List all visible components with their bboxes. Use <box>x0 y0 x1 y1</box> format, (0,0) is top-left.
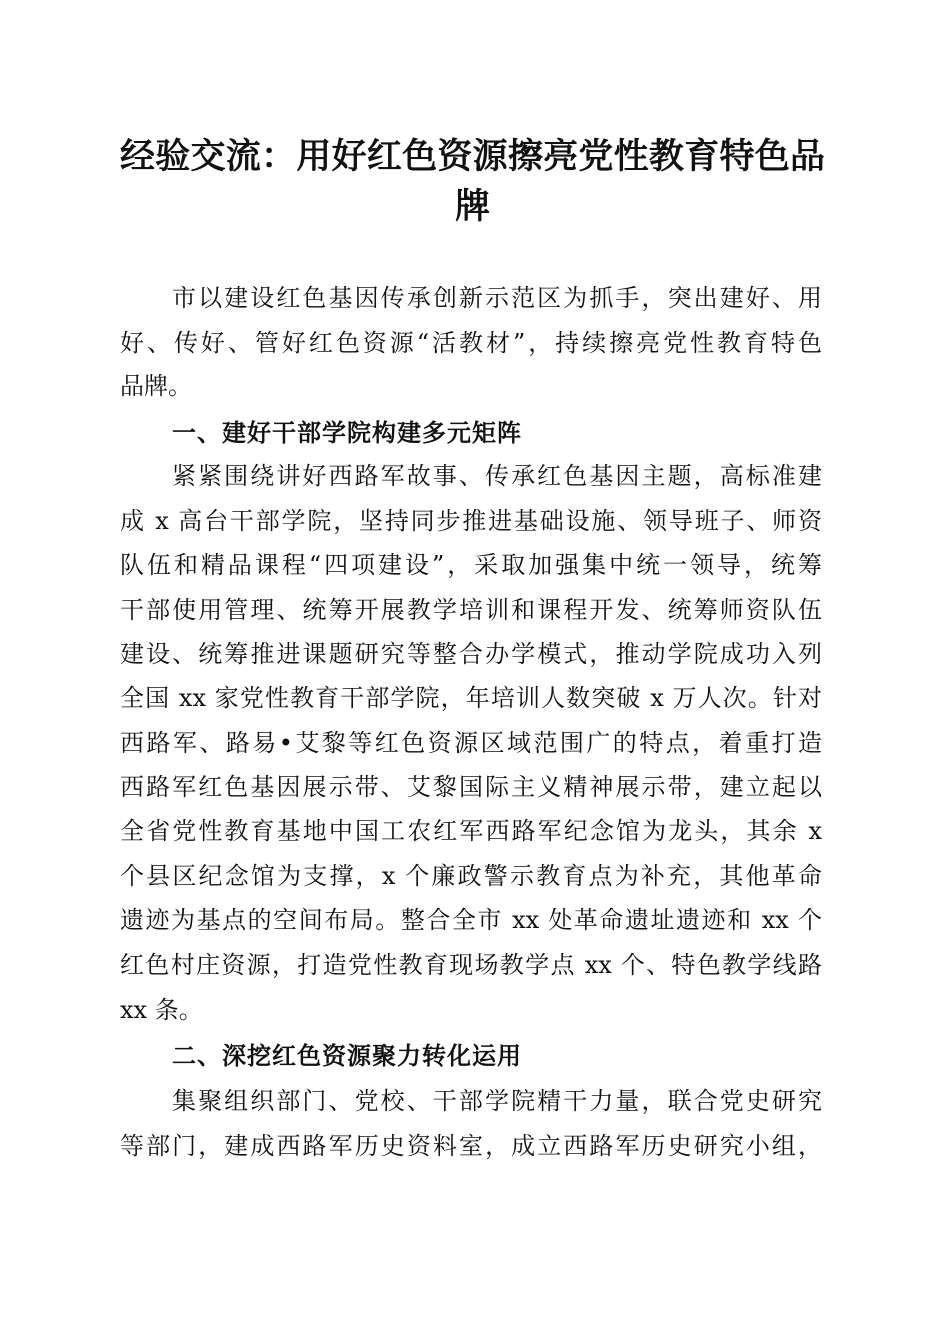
intro-line: 市以建设红色基因传承创新示范区为抓手，突出建好、用 <box>172 284 822 312</box>
body-line: 队伍和精品课程“四项建设”，采取加强集中统一领导，统筹 <box>120 551 822 579</box>
body-line: 紧紧围绕讲好西路军故事、传承红色基因主题，高标准建 <box>172 462 822 490</box>
body-line: 等部门，建成西路军历史资料室，成立西路军历史研究小组， <box>120 1132 822 1160</box>
body-line: 干部使用管理、统筹开展教学培训和课程开发、统筹师资队伍 <box>120 596 822 624</box>
body-line: 成 x 高台干部学院，坚持同步推进基础设施、领导班子、师资 <box>120 507 822 535</box>
intro-line: 品牌。 <box>120 372 192 400</box>
body-line: 个县区纪念馆为支撑，x 个廉政警示教育点为补充，其他革命 <box>120 862 822 890</box>
body-line: 全国 xx 家党性教育干部学院，年培训人数突破 x 万人次。针对 <box>120 684 822 712</box>
document-title-line-2: 牌 <box>454 186 490 227</box>
intro-line: 好、传好、管好红色资源“活教材”，持续擦亮党性教育特色 <box>120 329 822 357</box>
body-line: 全省党性教育基地中国工农红军西路军纪念馆为龙头，其余 x <box>120 817 822 845</box>
body-line: 西路军红色基因展示带、艾黎国际主义精神展示带，建立起以 <box>120 773 822 801</box>
section-heading-1: 一、建好干部学院构建多元矩阵 <box>172 419 522 447</box>
body-line: 红色村庄资源，打造党性教育现场教学点 xx 个、特色教学线路 <box>120 951 822 979</box>
body-line: 集聚组织部门、党校、干部学院精干力量，联合党史研究 <box>172 1087 822 1115</box>
body-line: 西路军、路易•艾黎等红色资源区域范围广的特点，着重打造 <box>120 729 822 757</box>
section-heading-2: 二、深挖红色资源聚力转化运用 <box>172 1042 522 1070</box>
body-line: xx 条。 <box>120 996 203 1024</box>
body-line: 遗迹为基点的空间布局。整合全市 xx 处革命遗址遗迹和 xx 个 <box>120 906 822 934</box>
body-line: 建设、统筹推进课题研究等整合办学模式，推动学院成功入列 <box>120 640 822 668</box>
document-title-line-1: 经验交流：用好红色资源擦亮党性教育特色品 <box>120 136 825 177</box>
